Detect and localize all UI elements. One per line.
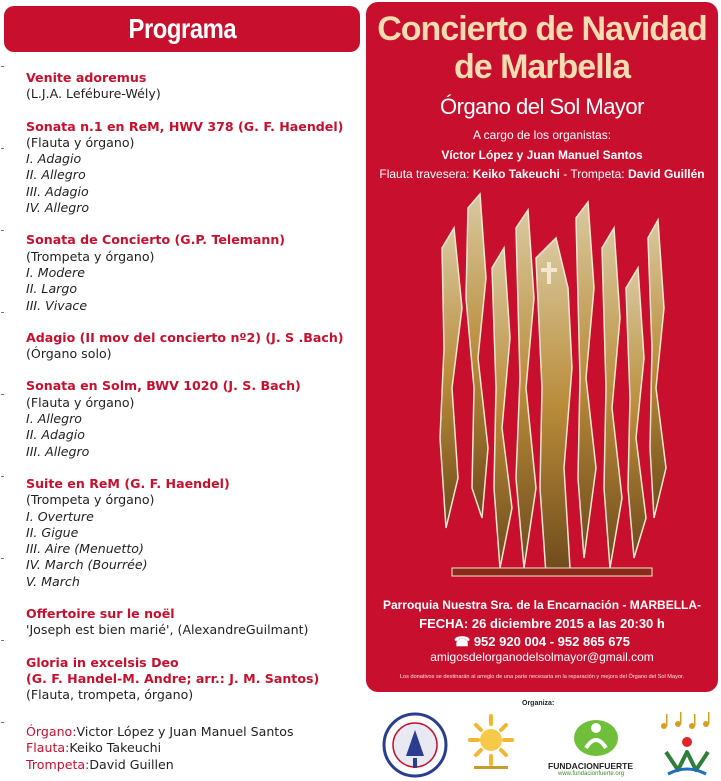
piece-movement: I. Allegro [26, 411, 82, 427]
poster-soloists [366, 167, 718, 181]
poster-cargo: A cargo de los organistas: [472, 128, 612, 142]
piece-instrumentation: (Órgano solo) [26, 346, 112, 362]
margin-tick [1, 66, 4, 67]
piece-movement: III. Aire (Menuetto) [26, 541, 144, 557]
margin-ticks [1, 60, 5, 760]
soloist-separator: - [559, 167, 571, 181]
altar-base [452, 568, 652, 576]
organ-altar-artwork [396, 188, 696, 586]
piece-title: Sonata en Solm, BWV 1020 (J. S. Bach) [26, 378, 301, 394]
program-list [26, 70, 356, 720]
hermandad-seal-logo [378, 712, 452, 778]
program-piece [26, 119, 356, 217]
poster-organistas: Víctor López y Juan Manuel Santos [441, 148, 643, 162]
margin-tick [1, 476, 4, 477]
program-piece [26, 476, 356, 590]
margin-tick [1, 148, 4, 149]
credit-name: Victor López y Juan Manuel Santos [76, 724, 294, 739]
piece-movement: I. Adagio [26, 151, 82, 167]
program-piece [26, 232, 356, 313]
piece-movement: I. Overture [26, 508, 94, 524]
concert-poster [366, 2, 718, 692]
piece-movement: II. Gigue [26, 524, 79, 540]
piece-title: Offertoire sur le noël [26, 606, 175, 622]
piece-title: Gloria in excelsis Deo [26, 654, 179, 670]
credit-role: Flauta: [26, 740, 70, 756]
piece-movement: II. Largo [26, 281, 78, 297]
poster-subtitle: Órgano del Sol Mayor [440, 94, 644, 119]
poster-parroquia: Parroquia Nuestra Sra. de la Encarnación - MARBELLA- [382, 598, 702, 612]
piece-movement: III. Allegro [26, 443, 90, 459]
margin-tick [1, 558, 4, 559]
piece-title: Suite en ReM (G. F. Haendel) [26, 475, 230, 491]
music-notes-logo [656, 712, 718, 778]
poster-email[interactable]: amigosdelorganodelsolmayor@gmail.com [430, 650, 654, 664]
piece-movement: I. Modere [26, 264, 85, 280]
margin-tick [1, 230, 4, 231]
program-piece [26, 378, 356, 459]
credit-line [26, 724, 294, 740]
piece-movement: III. Adagio [26, 183, 89, 199]
poster-donativos-note: Los donativos se destinarán al arreglo de una parte necesaria en la reparación y mejora del Órgano del Sol Mayor. [399, 674, 685, 680]
piece-instrumentation: (Trompeta y órgano) [26, 492, 155, 508]
piece-movement: III. Vivace [26, 297, 88, 313]
margin-tick [1, 394, 4, 395]
piece-movement: II. Allegro [26, 167, 86, 183]
piece-instrumentation: (Flauta y órgano) [26, 394, 135, 410]
piece-title: Adagio (II mov del concierto nº2) (J. S .Bach) [26, 329, 344, 345]
fundacion-fuerte-url: www.fundacionfuerte.org [558, 771, 625, 777]
organiza-label: Organiza: [522, 700, 555, 707]
credit-name: David Guillen [89, 756, 174, 772]
poster-title-line-1: Concierto de Navidad [377, 10, 707, 48]
sun-logo [466, 712, 516, 772]
program-piece [26, 70, 356, 103]
poster-fecha: FECHA: 26 diciembre 2015 a las 20:30 h [419, 616, 665, 631]
program-piece [26, 655, 356, 704]
fundacion-fuerte-logo-icon [566, 714, 626, 758]
credit-role: Órgano: [26, 724, 77, 739]
piece-instrumentation: (Flauta y órgano) [26, 134, 135, 150]
poster-telefono: ☎ 952 920 004 - 952 865 675 [454, 634, 630, 649]
credit-line [26, 740, 294, 756]
fundacion-fuerte-name: FUNDACIONFUERTE [548, 761, 633, 771]
piece-movement: V. March [26, 573, 80, 589]
piece-instrumentation: (Flauta, trompeta, órgano) [26, 687, 194, 703]
organ-pipes [440, 194, 666, 574]
margin-tick [1, 312, 4, 313]
margin-tick [1, 722, 4, 723]
credit-name: Keiko Takeuchi [69, 740, 162, 756]
poster-title-line-2: de Marbella [453, 48, 631, 86]
piece-instrumentation: (Trompeta y órgano) [26, 248, 155, 264]
flauta-label: Flauta travesera: [379, 167, 470, 181]
flauta-name: Keiko Takeuchi [472, 167, 560, 181]
trompeta-label: Trompeta: [570, 167, 625, 181]
piece-movement: IV. Allegro [26, 200, 90, 216]
piece-movement: II. Adagio [26, 427, 85, 443]
programa-heading: Programa [128, 13, 236, 44]
piece-instrumentation: (L.J.A. Lefébure-Wély) [26, 86, 161, 102]
piece-title: Venite adoremus [26, 70, 147, 85]
piece-movement: IV. March (Bourrée) [26, 557, 148, 573]
credits-list [26, 724, 294, 773]
credit-line [26, 757, 294, 773]
piece-title-continued: (G. F. Handel-M. Andre; arr.: J. M. Santos) [26, 670, 320, 686]
piece-title: Sonata n.1 en ReM, HWV 378 (G. F. Haendel) [26, 118, 344, 134]
program-piece [26, 606, 356, 639]
margin-tick [1, 640, 4, 641]
credit-role: Trompeta: [26, 756, 90, 772]
piece-instrumentation: 'Joseph est bien marié', (AlexandreGuilmant) [26, 622, 309, 638]
program-piece [26, 330, 356, 363]
poster-title [366, 10, 718, 86]
programa-header [4, 6, 360, 52]
trompeta-name: David Guillén [627, 167, 705, 181]
piece-title: Sonata de Concierto (G.P. Telemann) [26, 232, 286, 248]
